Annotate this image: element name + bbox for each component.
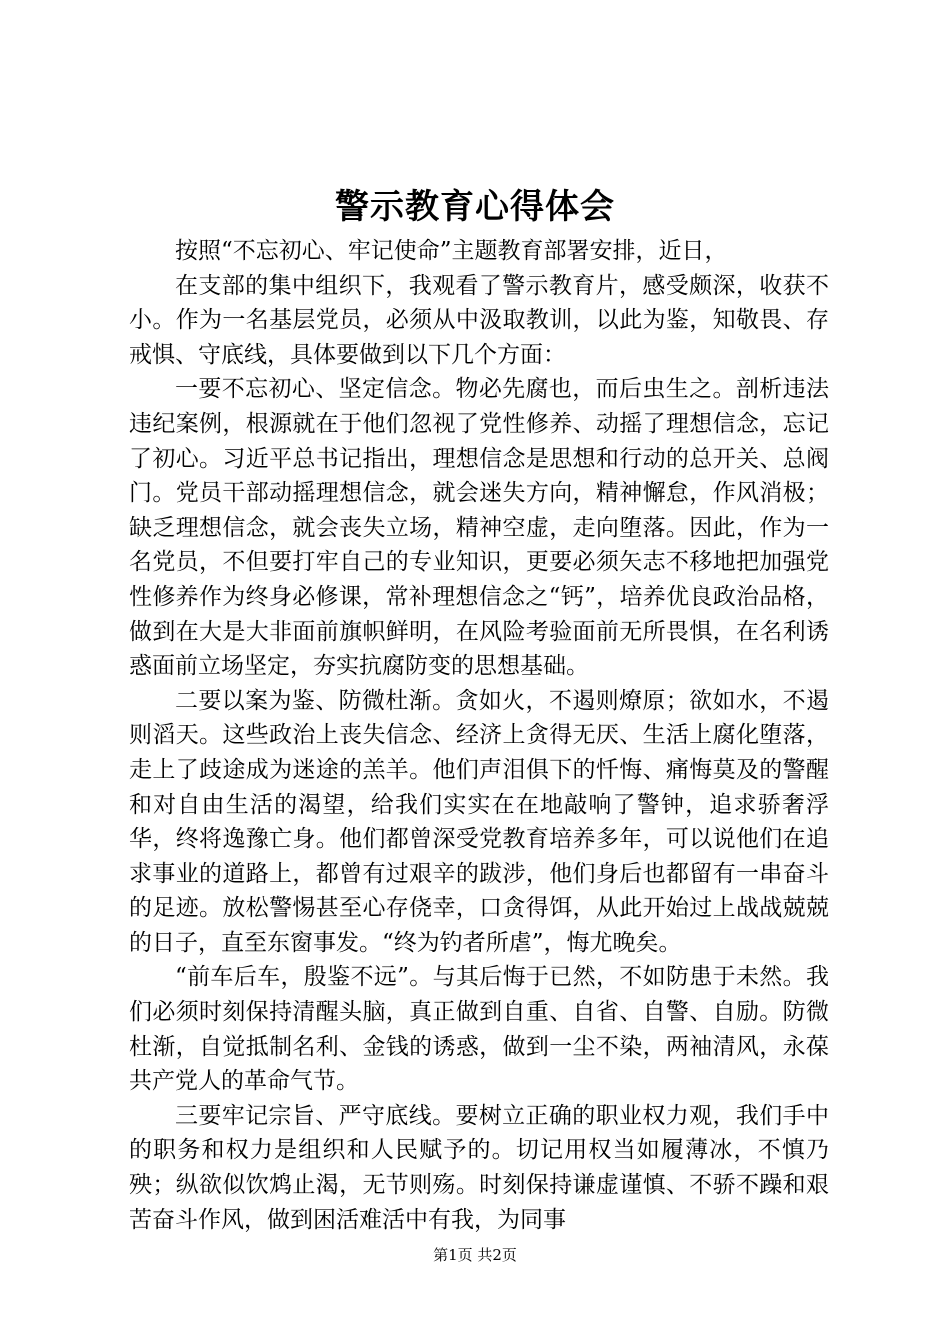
paragraph: 在支部的集中组织下，我观看了警示教育片，感受颇深，收获不小。作为一名基层党员，必须从中汲取教训，以此为鉴，知敬畏、存戒惧、守底线，具体要做到以下几个方面： xyxy=(129,272,829,368)
document-title: 警示教育心得体会 xyxy=(335,187,615,227)
paragraph: 一要不忘初心、坚定信念。物必先腐也，而后虫生之。剖析违法违纪案例，根源就在于他们忽视了党性修养、动摇了理想信念，忘记了初心。习近平总书记指出，理想信念是思想和行动的总开关、总阀门。党员干部动摇理想信念，就会迷失方向，精神懈怠，作风消极；缺乏理想信念，就会丧失立场，精神空虚，走向堕落。因此，作为一名党员，不但要打牢自己的专业知识，更要必须矢志不移地把加强党性修养作为终身必修课，常补理想信念之“钙”，培养优良政治品格，做到在大是大非面前旗帜鲜明，在风险考验面前无所畏惧，在名利诱惑面前立场坚定，夯实抗腐防变的思想基础。 xyxy=(129,376,829,680)
document-body xyxy=(129,234,829,1237)
paragraph: 三要牢记宗旨、严守底线。要树立正确的职业权力观，我们手中的职务和权力是组织和人民赋予的。切记用权当如履薄冰，不慎乃殃；纵欲似饮鸩止渴，无节则殇。时刻保持谦虚谨慎、不骄不躁和艰苦奋斗作风，做到困活难活中有我，为同事 xyxy=(129,1102,829,1233)
paragraph: “前车后车，殷鉴不远”。与其后悔于已然，不如防患于未然。我们必须时刻保持清醒头脑，真正做到自重、自省、自警、自励。防微杜渐，自觉抵制名利、金钱的诱惑，做到一尘不染，两袖清风，永葆共产党人的革命气节。 xyxy=(129,964,829,1095)
paragraph: 二要以案为鉴、防微杜渐。贪如火，不遏则燎原；欲如水，不遏则滔天。这些政治上丧失信念、经济上贪得无厌、生活上腐化堕落，走上了歧途成为迷途的羔羊。他们声泪俱下的忏悔、痛悔莫及的警醒和对自由生活的渴望，给我们实实在在地敲响了警钟，追求骄奢浮华，终将逸豫亡身。他们都曾深受党教育培养多年，可以说他们在追求事业的道路上，都曾有过艰辛的跋涉，他们身后也都留有一串奋斗的足迹。放松警惕甚至心存侥幸，口贪得饵，从此开始过上战战兢兢的日子，直至东窗事发。“终为钓者所虐”，悔尤晚矣。 xyxy=(129,687,829,956)
paragraph: 按照“不忘初心、牢记使命”主题教育部署安排，近日， xyxy=(175,238,728,264)
page-footer: 第1页 共2页 xyxy=(433,1246,517,1264)
